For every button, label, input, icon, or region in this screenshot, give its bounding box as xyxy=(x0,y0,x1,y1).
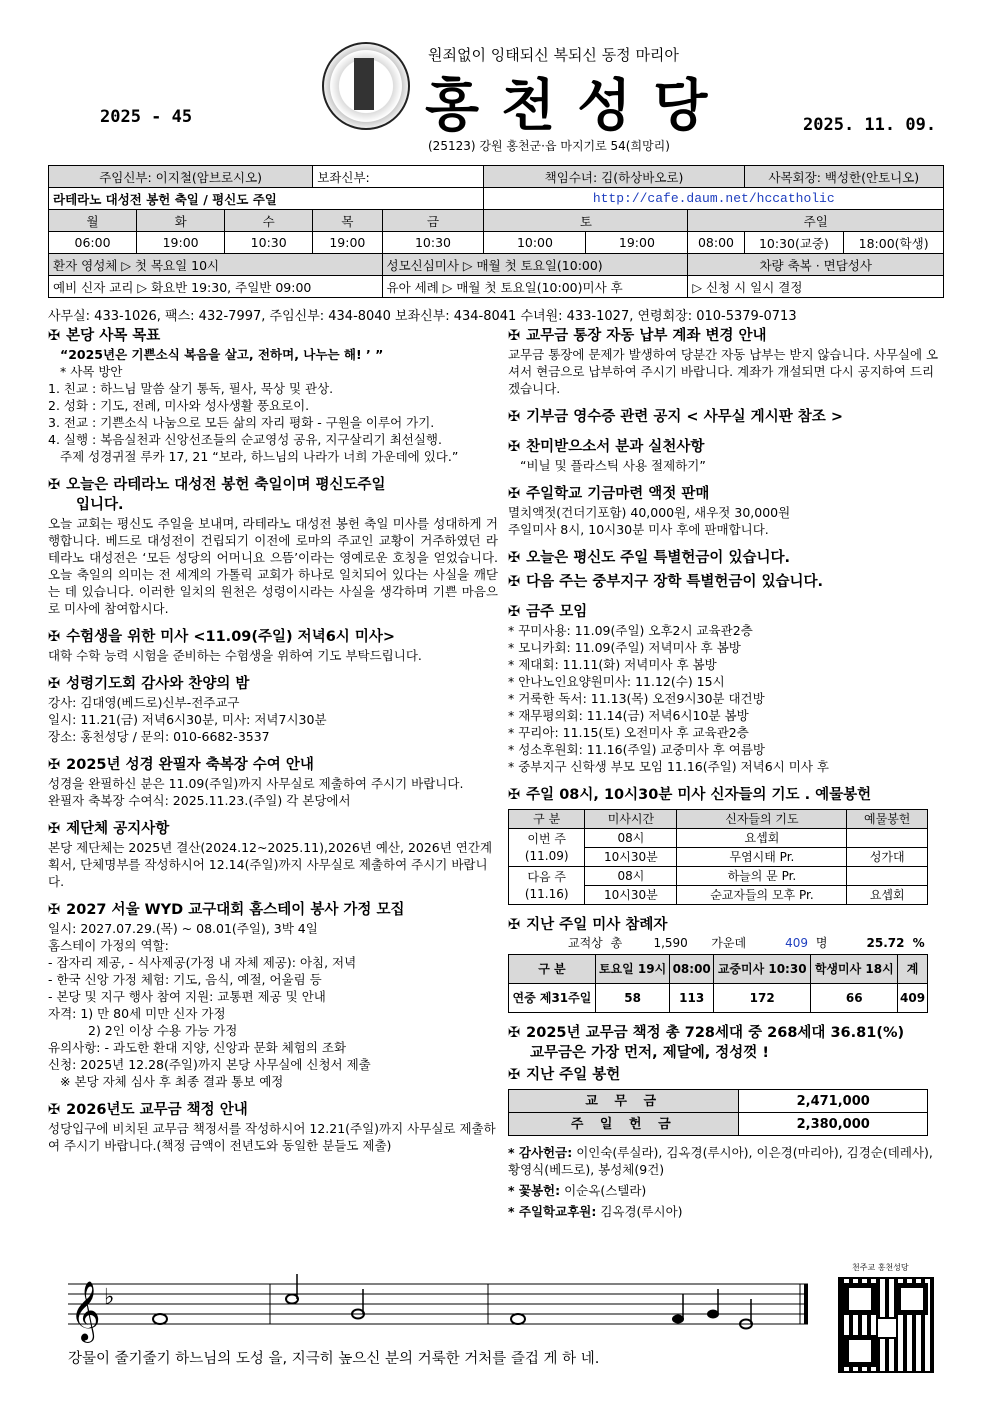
week-line: * 모니카회: 11.09(주일) 저녁미사 후 봄방 xyxy=(508,640,741,655)
quarter-note-icon xyxy=(672,1315,684,1324)
cross-mark-icon: ✠ xyxy=(508,409,521,425)
offering-table xyxy=(508,1089,928,1136)
section-heading: ✠ 오늘은 라테라노 대성전 봉헌 축일이며 평신도주일 xyxy=(48,477,386,493)
bible-line: 성경을 완필하신 분은 11.09(주일)까지 사무실로 제출하여 주시기 바랍니다. xyxy=(48,776,464,791)
mass-gift: 성가대 xyxy=(847,848,928,867)
att-cell: 58 xyxy=(595,984,670,1013)
bell-tower-icon xyxy=(354,58,374,110)
offering-amount: 2,380,000 xyxy=(739,1113,928,1136)
cross-mark-icon: ✠ xyxy=(508,917,521,933)
mass-gift xyxy=(847,867,928,886)
altar-body: 본당 제단체는 2025년 결산(2024.12~2025.11),2026년 예산, 2026년 연간계획서, 단체명부를 작성하시어 12.14(주일)까지 사무실로 제출하여 주시기 바랍니다. xyxy=(48,840,493,889)
mass-time: 10시30분 xyxy=(585,886,677,905)
week-group: 다음 주 (11.16) xyxy=(509,867,585,905)
flower-offering: * 꽃봉헌: 이순옥(스텔라) xyxy=(508,1183,647,1198)
week-line: * 제대회: 11.11(화) 저녁미사 후 봄방 xyxy=(508,657,717,672)
mass-header: 미사시간 xyxy=(585,810,677,829)
week-line: * 꾸리아: 11.15(토) 오전미사 후 교육관2층 xyxy=(508,725,749,740)
section-heading: ✠ 주일 08시, 10시30분 미사 신자들의 기도 . 예물봉헌 xyxy=(508,787,872,803)
cross-mark-icon: ✠ xyxy=(508,328,521,344)
prayer-table xyxy=(508,809,928,905)
time-cell: 10:00 xyxy=(484,232,586,254)
att-header: 교중미사 10:30 xyxy=(714,955,811,984)
half-note-icon xyxy=(286,1295,298,1304)
exam-body: 대학 수학 능력 시험을 준비하는 수험생을 위하여 기도 부탁드립니다. xyxy=(48,648,422,663)
catechumen-class: 예비 신자 교리 ▷ 화요반 19:30, 주일반 09:00 xyxy=(49,276,383,298)
time-cell: 10:30 xyxy=(382,232,484,254)
school-line: 멸치액젓(건더기포함) 40,000원, 새우젓 30,000원 xyxy=(508,505,791,520)
section-heading: ✠ 2026년도 교무금 책정 안내 xyxy=(48,1102,248,1118)
right-column xyxy=(508,322,944,1220)
flat-sign-icon: ♭ xyxy=(104,1285,115,1310)
goal-line: 3. 전교 : 기쁜소식 나눔으로 모든 삶의 자리 평화 - 구원을 이루어 가기. xyxy=(48,415,435,430)
section-heading: ✠ 찬미받으소서 분과 실천사항 xyxy=(508,439,705,455)
section-heading: ✠ 2025년 교무금 책정 총 728세대 중 268세대 36.81(%) xyxy=(508,1025,905,1041)
cross-mark-icon: ✠ xyxy=(508,604,521,620)
section-heading: ✠ 기부금 영수증 관련 공지 < 사무실 게시판 참조 > xyxy=(508,409,843,425)
mass-time: 10시30분 xyxy=(585,848,677,867)
pastor-cell: 주임신부: 이지철(암브로시오) xyxy=(49,166,313,188)
section-heading-cont: 입니다. xyxy=(76,497,124,513)
cross-mark-icon: ✠ xyxy=(508,439,521,455)
feast-cell: 라테라노 대성전 봉헌 축일 / 평신도 주일 xyxy=(49,188,484,210)
parish-address: (25123) 강원 홍천군·읍 마지기로 54(희망리) xyxy=(428,139,670,153)
cross-mark-icon: ✠ xyxy=(508,574,521,590)
praise-body: “비닐 및 플라스틱 사용 절제하기” xyxy=(520,458,706,473)
qr-label: 천주교 홍천성당 xyxy=(852,1263,909,1272)
att-cell: 연중 제31주일 xyxy=(509,984,596,1013)
mass-time: 08시 xyxy=(585,829,677,848)
wyd-line: 일시: 2027.07.29.(목) ~ 08.01(주일), 3박 4일 xyxy=(48,921,318,936)
wyd-line: 자격: 1) 만 80세 미만 신자 가정 xyxy=(48,1006,226,1021)
day-sun: 주일 xyxy=(688,210,944,232)
section-heading: ✠ 금주 모임 xyxy=(508,604,588,620)
car-blessing: 차량 축복 · 면담성사 xyxy=(688,254,944,276)
left-column xyxy=(48,322,498,1154)
time-cell: 19:00 xyxy=(313,232,382,254)
section-heading: ✠ 2027 서울 WYD 교구대회 홈스테이 봉사 가정 모집 xyxy=(48,902,405,918)
day-thu: 목 xyxy=(313,210,382,232)
wyd-line: - 잠자리 제공, - 식사제공(가정 내 자체 제공): 아침, 저녁 xyxy=(48,955,357,970)
week-line: * 거룩한 독서: 11.13(목) 오전9시30분 대건방 xyxy=(508,691,765,706)
day-wed: 수 xyxy=(225,210,313,232)
quarter-note-icon xyxy=(707,1310,719,1319)
mass-header: 신자들의 기도 xyxy=(677,810,847,829)
wyd-line: 2) 2인 이상 수용 가능 가정 xyxy=(88,1023,238,1038)
mass-prayer: 하늘의 문 Pr. xyxy=(677,867,847,886)
mass-gift: 요셉회 xyxy=(847,886,928,905)
goal-quote: “2025년은 기쁜소식 복음을 살고, 전하며, 나누는 해! ’ ” xyxy=(60,347,384,362)
wyd-line: 신청: 2025년 12.28(주일)까지 본당 사무실에 신청서 제출 xyxy=(48,1057,371,1072)
time-cell: 18:00(학생) xyxy=(844,232,944,254)
week-group: 이번 주 (11.09) xyxy=(509,829,585,867)
assistant-cell: 보좌신부: xyxy=(313,166,484,188)
week-line: * 꾸미사용: 11.09(주일) 오후2시 교육관2층 xyxy=(508,623,753,638)
att-cell: 409 xyxy=(898,984,928,1013)
wyd-line: - 한국 신앙 가정 체험: 기도, 음식, 예절, 어울림 등 xyxy=(48,972,322,987)
spirit-line: 일시: 11.21(금) 저녁6시30분, 미사: 저녁7시30분 xyxy=(48,712,327,727)
time-cell: 19:00 xyxy=(586,232,688,254)
att-header: 계 xyxy=(898,955,928,984)
wyd-line: 유의사항: - 과도한 환대 지양, 신앙과 문화 체험의 조화 xyxy=(48,1040,347,1055)
section-heading: ✠ 본당 사목 목표 xyxy=(48,328,161,344)
mass-prayer: 요셉회 xyxy=(677,829,847,848)
attendance-summary: 교적상 총 1,590 가운데 409 명 25.72 % xyxy=(568,936,925,950)
section-heading: ✠ 다음 주는 중부지구 장학 특별헌금이 있습니다. xyxy=(508,574,824,590)
week-line: * 안나노인요양원미사: 11.12(수) 15시 xyxy=(508,674,725,689)
cross-mark-icon: ✠ xyxy=(48,477,61,493)
cafe-link[interactable]: http://cafe.daum.net/hccatholic xyxy=(484,188,944,210)
att-cell: 113 xyxy=(670,984,714,1013)
week-line: * 성소후원회: 11.16(주일) 교중미사 후 여름방 xyxy=(508,742,765,757)
mass-prayer: 무염시태 Pr. xyxy=(677,848,847,867)
cross-mark-icon: ✠ xyxy=(508,550,521,566)
feast-body: 오늘 교회는 평신도 주일을 보내며, 라테라노 대성전 봉헌 축일 미사를 성대하게 거행합니다. 베드로 대성전이 건립되기 이전에 로마의 주교인 교황이 거주하였던 라테라노 대성전은 ‘모든 성당의 어머니요 으뜸’이라는 영예로운 호칭을 얻었습니다. 오늘 축일의 의미는 전 세계의 가톨릭 교회가 하나로 일치되어 있다는 사실을 깨닫는 데 있습니다. 이러한 일치의 원천은 성령이시라는 사실을 생각하며 기쁜 마음으로 미사에 참여합시다. xyxy=(48,516,498,616)
thanks-offering: * 감사헌금: 이인숙(루실라), 김옥경(루시아), 이은경(마리아), 김경순(데레사), 황영식(베드로), 봉성체(9건) xyxy=(508,1145,933,1177)
attendance-table xyxy=(508,954,928,1013)
section-heading: ✠ 지난 주일 미사 참례자 xyxy=(508,917,668,933)
bible-line: 완필자 축복장 수여식: 2025.11.23.(주일) 각 본당에서 xyxy=(48,793,351,808)
goal-line: 4. 실행 : 복음실천과 신앙선조들의 순교영성 공유, 지구살리기 최선실행. xyxy=(48,432,442,447)
council-cell: 사목회장: 백성한(안토니오) xyxy=(744,166,943,188)
goal-line: * 사목 방안 xyxy=(60,364,123,379)
section-heading: ✠ 교무금 통장 자동 납부 계좌 변경 안내 xyxy=(508,328,767,344)
cross-mark-icon: ✠ xyxy=(48,629,61,645)
treble-clef-icon: 𝄞 xyxy=(70,1281,101,1341)
section-heading: ✠ 성령기도회 감사와 찬양의 밤 xyxy=(48,676,250,692)
mass-time: 08시 xyxy=(585,867,677,886)
wyd-line: 홈스테이 가정의 역할: xyxy=(48,938,169,953)
section-heading: ✠ 수험생을 위한 미사 <11.09(주일) 저녁6시 미사> xyxy=(48,629,396,645)
whole-note-icon xyxy=(511,1314,525,1324)
marian-mass: 성모신심미사 ▷ 매월 첫 토요일(10:00) xyxy=(382,254,688,276)
att-header: 학생미사 18시 xyxy=(811,955,898,984)
att-header: 08:00 xyxy=(670,955,714,984)
section-heading: ✠ 2025년 성경 완필자 축복장 수여 안내 xyxy=(48,757,314,773)
cross-mark-icon: ✠ xyxy=(48,328,61,344)
goal-line: 주제 성경귀절 루카 17, 21 “보라, 하느님의 나라가 너희 가운데에 있다.” xyxy=(60,449,459,464)
week-line: * 중부지구 신학생 부모 모임 11.16(주일) 저녁6시 미사 후 xyxy=(508,759,829,774)
goal-line: 2. 성화 : 기도, 전례, 미사와 성사생활 풍요로이. xyxy=(48,398,310,413)
spirit-line: 강사: 김대영(베드로)신부-전주교구 xyxy=(48,695,240,710)
spirit-line: 장소: 홍천성당 / 문의: 010-6682-3537 xyxy=(48,729,270,744)
offering-label: 주 일 헌 금 xyxy=(509,1113,739,1136)
sister-cell: 책임수녀: 김(하상바오로) xyxy=(484,166,744,188)
due-body: 성당입구에 비치된 교무금 책정서를 작성하시어 12.21(주일)까지 사무실로 제출하여 주시기 바랍니다.(책정 금액이 전년도와 동일한 분들도 제출) xyxy=(48,1121,496,1153)
cross-mark-icon: ✠ xyxy=(508,1025,521,1041)
offering-label: 교 무 금 xyxy=(509,1090,739,1113)
school-line: 주일미사 8시, 10시30분 미사 후에 판매합니다. xyxy=(508,522,769,537)
att-header: 구 분 xyxy=(509,955,596,984)
qr-code-icon[interactable] xyxy=(838,1277,934,1373)
att-cell: 66 xyxy=(811,984,898,1013)
wyd-line: - 본당 및 지구 행사 참여 지원: 교통편 제공 및 안내 xyxy=(48,989,326,1004)
time-cell: 10:30(교중) xyxy=(744,232,844,254)
cross-mark-icon: ✠ xyxy=(48,676,61,692)
info-table xyxy=(48,165,944,298)
contact-line: 사무실: 433-1026, 팩스: 432-7997, 주임신부: 434-8040 보좌신부: 434-8041 수녀원: 433-1027, 연령회장: 010-5379-0713 xyxy=(48,309,797,324)
offering-amount: 2,471,000 xyxy=(739,1090,928,1113)
day-sat: 토 xyxy=(484,210,688,232)
mass-header: 구 분 xyxy=(509,810,585,829)
cross-mark-icon: ✠ xyxy=(48,1102,61,1118)
mass-prayer: 순교자들의 모후 Pr. xyxy=(677,886,847,905)
school-sponsor: * 주일학교후원: 김옥경(루시아) xyxy=(508,1204,683,1219)
apply-note: ▷ 신청 시 일시 결정 xyxy=(688,276,944,298)
att-cell: 172 xyxy=(714,984,811,1013)
goal-line: 1. 친교 : 하느님 말씀 살기 통독, 필사, 묵상 및 관상. xyxy=(48,381,334,396)
cross-mark-icon: ✠ xyxy=(508,787,521,803)
mass-header: 예물봉헌 xyxy=(847,810,928,829)
header-subtitle: 원죄없이 잉태되신 복되신 동정 마리아 xyxy=(428,46,679,64)
issue-date: 2025. 11. 09. xyxy=(803,115,937,135)
wyd-line: ※ 본당 자체 심사 후 최종 결과 통보 예정 xyxy=(60,1074,284,1089)
att-header: 토요일 19시 xyxy=(595,955,670,984)
week-line: * 재무평의회: 11.14(금) 저녁6시10분 봄방 xyxy=(508,708,749,723)
issue-number: 2025 - 45 xyxy=(100,107,193,127)
whole-note-icon xyxy=(153,1314,167,1324)
section-heading: ✠ 오늘은 평신도 주일 특별헌금이 있습니다. xyxy=(508,550,790,566)
cross-mark-icon: ✠ xyxy=(48,821,61,837)
sick-communion: 환자 영성체 ▷ 첫 목요일 10시 xyxy=(49,254,383,276)
infant-baptism: 유아 세례 ▷ 매월 첫 토요일(10:00)미사 후 xyxy=(382,276,688,298)
section-heading: ✠ 지난 주일 봉헌 xyxy=(508,1067,621,1083)
day-fri: 금 xyxy=(382,210,484,232)
cross-mark-icon: ✠ xyxy=(48,757,61,773)
due-slogan: 교무금은 가장 먼저, 제달에, 정성껏 ! xyxy=(530,1045,769,1061)
bank-body: 교무금 통장에 문제가 발생하여 당분간 자동 납부는 받지 않습니다. 사무실에 오셔서 현금으로 납부하여 주시기 바랍니다. 계좌가 개설되면 다시 공지하여 드리겠습니다. xyxy=(508,347,939,396)
cross-mark-icon: ✠ xyxy=(48,902,61,918)
time-cell: 10:30 xyxy=(225,232,313,254)
mass-gift xyxy=(847,829,928,848)
section-heading: ✠ 주일학교 기금마련 액젓 판매 xyxy=(508,486,710,502)
hymn-lyrics: 강물이 줄기줄기 하느님의 도성 을, 지극히 높으신 분의 거룩한 거처를 즐겁 게 하 네. xyxy=(68,1351,600,1367)
time-cell: 06:00 xyxy=(49,232,137,254)
parish-title: 홍천성당 xyxy=(425,73,730,139)
time-cell: 19:00 xyxy=(137,232,225,254)
day-tue: 화 xyxy=(137,210,225,232)
day-mon: 월 xyxy=(49,210,137,232)
time-cell: 08:00 xyxy=(688,232,744,254)
cross-mark-icon: ✠ xyxy=(508,1067,521,1083)
cross-mark-icon: ✠ xyxy=(508,486,521,502)
section-heading: ✠ 제단체 공지사항 xyxy=(48,821,170,837)
